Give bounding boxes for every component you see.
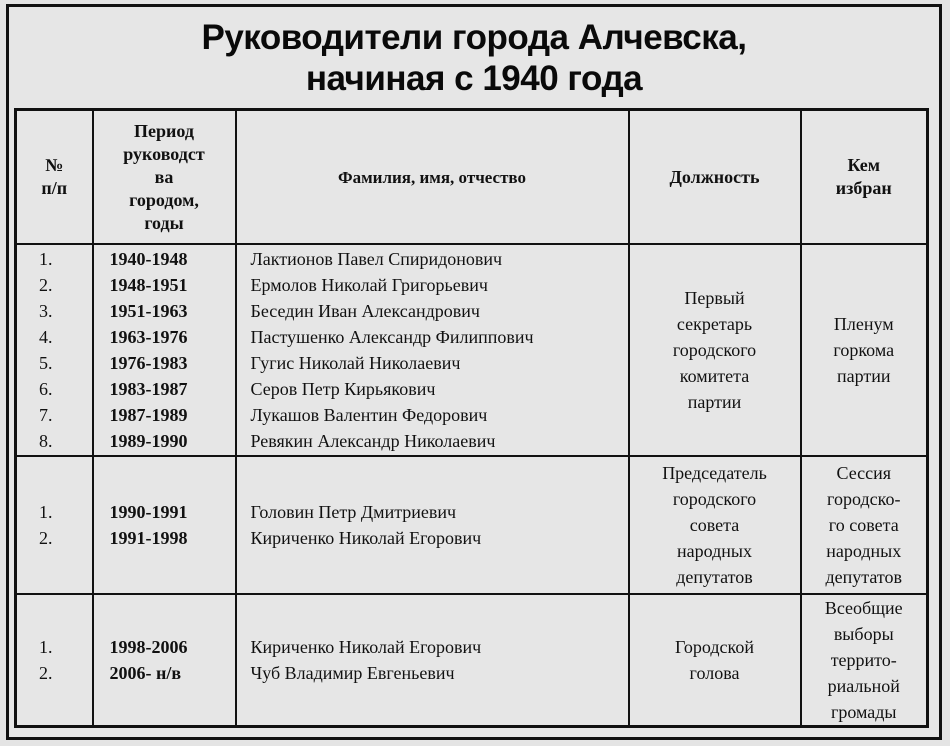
group-2-periods (93, 456, 236, 594)
group-2-numbers (16, 456, 93, 594)
header-period: Период руководст ва городом, годы (93, 110, 236, 245)
period-value: 1991-1998 (109, 528, 188, 548)
group-2-names (236, 456, 629, 594)
leader-name: Кириченко Николай Егорович (250, 637, 482, 657)
header-name: Фамилия, имя, отчество (236, 110, 629, 245)
header-position: Должность (629, 110, 801, 245)
group-2-position: Председатель городского совета народных депутатов (629, 456, 801, 594)
group-3-names (236, 594, 629, 727)
leaders-table (14, 108, 929, 728)
leader-name: Головин Петр Дмитриевич (250, 502, 457, 522)
group-1-position: Первый секретарь городского комитета партии (629, 244, 801, 456)
leader-name: Лактионов Павел Спиридонович (250, 249, 503, 269)
period-value: 2006- н/в (109, 663, 182, 683)
list-item-number: 2. (39, 528, 53, 548)
period-value: 1983-1987 (109, 379, 188, 399)
group-party-secretaries (16, 244, 928, 456)
group-council-chairmen (16, 456, 928, 594)
period-value: 1989-1990 (109, 431, 188, 451)
list-item-number: 4. (39, 327, 53, 347)
list-item-number: 1. (39, 637, 53, 657)
leader-name: Ревякин Александр Николаевич (250, 431, 496, 451)
group-3-numbers (16, 594, 93, 727)
period-value: 1987-1989 (109, 405, 188, 425)
group-2-elected-by: Сессия городско- го совета народных депутатов (801, 456, 928, 594)
list-item-number: 8. (39, 431, 53, 451)
leader-name: Лукашов Валентин Федорович (250, 405, 488, 425)
list-item-number: 1. (39, 502, 53, 522)
leader-name: Кириченко Николай Егорович (250, 528, 482, 548)
list-item-number: 2. (39, 663, 53, 683)
list-item-number: 7. (39, 405, 53, 425)
header-row (16, 110, 928, 245)
leader-name: Ермолов Николай Григорьевич (250, 275, 488, 295)
group-1-periods (93, 244, 236, 456)
period-value: 1976-1983 (109, 353, 188, 373)
leader-name: Серов Петр Кирьякович (250, 379, 436, 399)
period-value: 1990-1991 (109, 502, 188, 522)
period-value: 1940-1948 (109, 249, 188, 269)
group-1-elected-by: Пленум горкома партии (801, 244, 928, 456)
leader-name: Чуб Владимир Евгеньевич (250, 663, 455, 683)
title-line-1: Руководители города Алчевска, (201, 18, 747, 57)
header-elected: Кем избран (801, 110, 928, 245)
leader-name: Гугис Николай Николаевич (250, 353, 461, 373)
leader-name: Беседин Иван Александрович (250, 301, 480, 321)
period-value: 1948-1951 (109, 275, 188, 295)
list-item-number: 2. (39, 275, 53, 295)
page-title (9, 17, 939, 99)
period-value: 1963-1976 (109, 327, 188, 347)
period-value: 1998-2006 (109, 637, 188, 657)
group-city-heads (16, 594, 928, 727)
list-item-number: 5. (39, 353, 53, 373)
group-3-periods (93, 594, 236, 727)
list-item-number: 6. (39, 379, 53, 399)
title-line-2: начиная с 1940 года (305, 59, 643, 98)
group-3-elected-by: Всеобщие выборы террито- риальной громады (801, 594, 928, 727)
group-3-position: Городской голова (629, 594, 801, 727)
period-value: 1951-1963 (109, 301, 188, 321)
list-item-number: 1. (39, 249, 53, 269)
leader-name: Пастушенко Александр Филиппович (250, 327, 534, 347)
group-1-numbers (16, 244, 93, 456)
header-num: № п/п (16, 110, 93, 245)
group-1-names (236, 244, 629, 456)
list-item-number: 3. (39, 301, 53, 321)
